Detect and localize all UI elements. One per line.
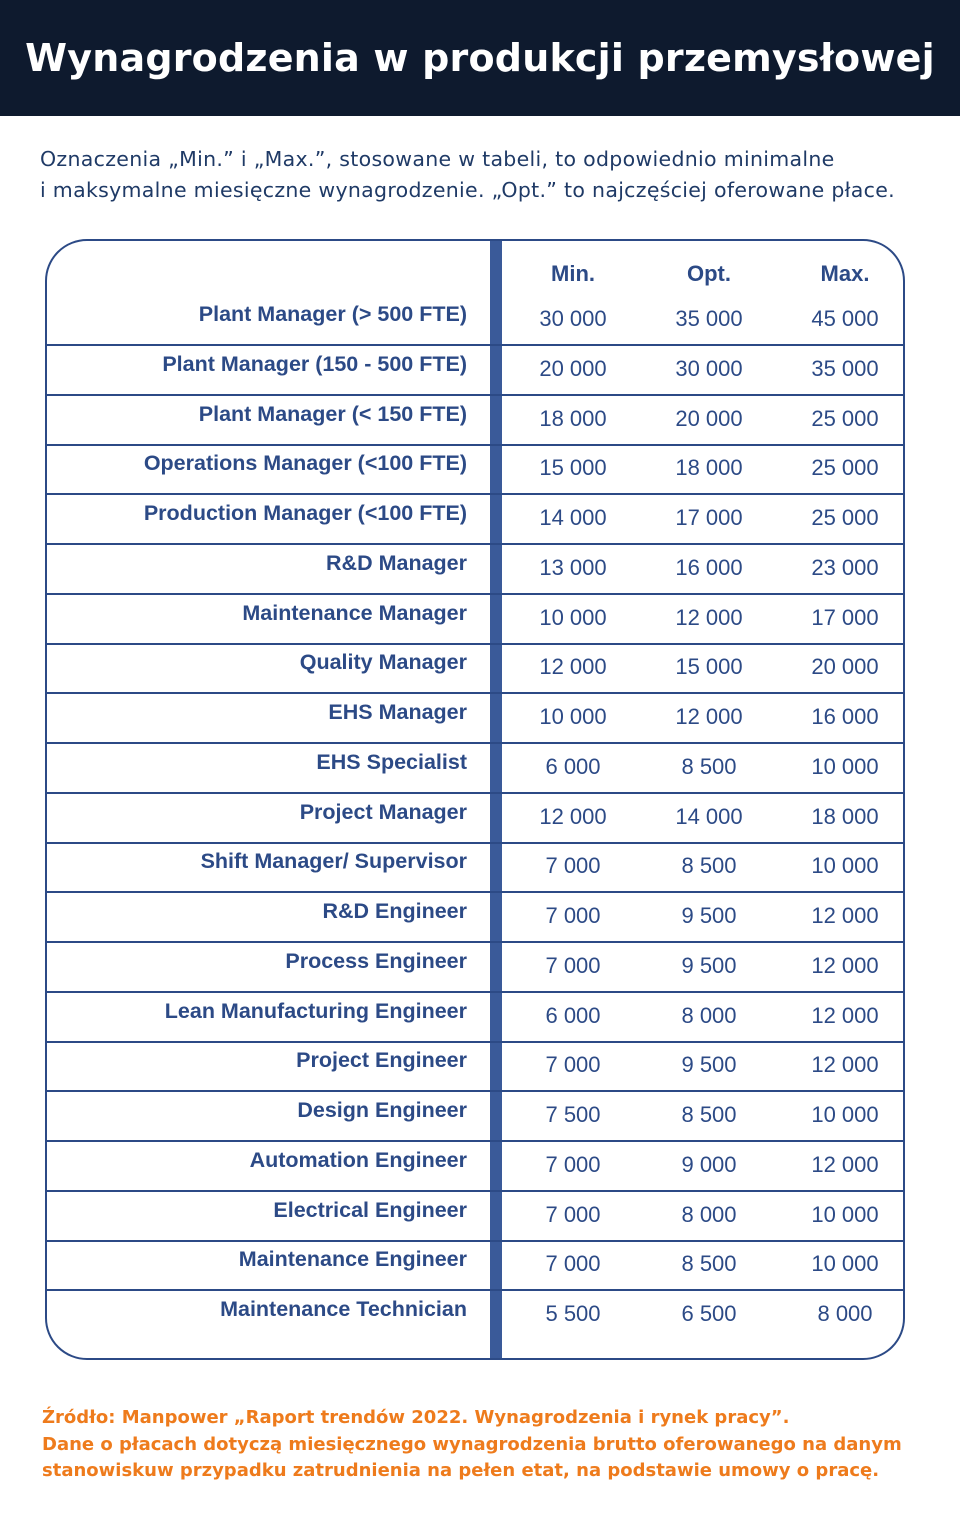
position-label: Plant Manager (> 500 FTE) [198, 302, 467, 326]
position-label: Plant Manager (150 - 500 FTE) [162, 351, 467, 376]
table-row [47, 396, 903, 446]
opt-salary: 12 000 [675, 604, 743, 630]
opt-salary: 6 500 [681, 1301, 737, 1326]
header-max: Max. [820, 261, 870, 286]
max-salary: 10 000 [811, 1102, 879, 1127]
min-salary: 7 000 [545, 903, 601, 928]
position-label: Design Engineer [297, 1098, 467, 1122]
position-label: Maintenance Technician [220, 1297, 467, 1321]
opt-salary: 8 500 [681, 853, 737, 879]
position-label: Production Manager (<100 FTE) [143, 501, 467, 525]
min-salary: 7 500 [545, 1102, 601, 1127]
intro-text [40, 144, 930, 206]
opt-salary: 18 000 [675, 455, 743, 481]
table-row [47, 843, 903, 893]
position-label: Maintenance Engineer [238, 1247, 467, 1272]
position-label: Project Engineer [296, 1048, 467, 1073]
position-label: EHS Specialist [316, 749, 467, 774]
max-salary: 12 000 [811, 1151, 879, 1177]
table-row [47, 644, 903, 694]
max-salary: 12 000 [811, 952, 879, 978]
max-salary: 8 000 [817, 1301, 873, 1326]
table-row [47, 346, 903, 396]
max-salary: 23 000 [811, 554, 879, 580]
opt-salary: 12 000 [675, 704, 743, 729]
salary-table [45, 239, 905, 1360]
max-salary: 20 000 [811, 654, 879, 680]
position-label: Maintenance Manager [242, 600, 467, 625]
table-row [47, 1042, 903, 1092]
position-label: EHS Manager [328, 700, 467, 724]
min-salary: 7 000 [545, 1151, 601, 1177]
intro-line-2: i maksymalne miesięczne wynagrodzenie. „Opt.” to najczęściej oferowane płace. [40, 178, 895, 202]
position-label: R&D Manager [326, 550, 467, 575]
position-label: Electrical Engineer [273, 1197, 467, 1222]
table-row [47, 1142, 903, 1192]
table-row [47, 545, 903, 595]
min-salary: 7 000 [545, 1052, 601, 1078]
min-salary: 10 000 [539, 604, 607, 630]
position-label: Automation Engineer [249, 1147, 467, 1172]
position-label: Quality Manager [299, 650, 467, 675]
min-salary: 10 000 [539, 704, 607, 729]
table-row [47, 1291, 903, 1341]
max-salary: 12 000 [811, 903, 879, 928]
position-label: Operations Manager (<100 FTE) [143, 451, 467, 476]
table-row [47, 744, 903, 794]
min-salary: 7 000 [545, 853, 601, 879]
table-row [47, 595, 903, 645]
data-note-line-2: stanowiskuw przypadku zatrudnienia na pełen etat, na podstawie umowy o pracę. [42, 1460, 880, 1481]
min-salary: 12 000 [539, 654, 607, 680]
position-label: R&D Engineer [322, 899, 467, 923]
min-salary: 30 000 [539, 306, 607, 331]
opt-salary: 8 500 [681, 1251, 737, 1277]
min-salary: 15 000 [539, 455, 607, 481]
opt-salary: 8 000 [681, 1201, 737, 1227]
max-salary: 17 000 [811, 604, 879, 630]
min-salary: 7 000 [545, 1251, 601, 1277]
data-note-line-1: Dane o płacach dotyczą miesięcznego wynagrodzenia brutto oferowanego na danym [42, 1433, 902, 1455]
max-salary: 25 000 [811, 405, 879, 431]
opt-salary: 8 500 [681, 1102, 737, 1127]
source-note: Źródło: Manpower „Raport trendów 2022. Wynagrodzenia i rynek pracy”. [42, 1407, 790, 1428]
opt-salary: 30 000 [675, 355, 743, 381]
table-row [47, 1192, 903, 1242]
min-salary: 7 000 [545, 952, 601, 978]
max-salary: 16 000 [811, 704, 879, 729]
opt-salary: 35 000 [675, 306, 743, 331]
max-salary: 25 000 [811, 455, 879, 481]
opt-salary: 8 000 [681, 1002, 737, 1028]
opt-salary: 9 500 [681, 903, 737, 928]
max-salary: 12 000 [811, 1052, 879, 1078]
table-row [47, 943, 903, 993]
min-salary: 7 000 [545, 1201, 601, 1227]
max-salary: 10 000 [811, 753, 879, 779]
table-row [47, 1092, 903, 1142]
table-row [47, 1241, 903, 1291]
table-row [47, 993, 903, 1043]
position-label: Project Manager [299, 799, 467, 824]
min-salary: 14 000 [539, 505, 607, 530]
min-salary: 6 000 [545, 1002, 601, 1028]
intro-line-1: Oznaczenia „Min.” i „Max.”, stosowane w tabeli, to odpowiednio minimalne [40, 147, 835, 171]
max-salary: 10 000 [811, 1251, 879, 1277]
table-row [47, 694, 903, 744]
footer-notes [42, 1405, 942, 1485]
min-salary: 13 000 [539, 554, 607, 580]
opt-salary: 9 500 [681, 1052, 737, 1078]
max-salary: 25 000 [811, 505, 879, 530]
opt-salary: 16 000 [675, 554, 743, 580]
opt-salary: 17 000 [675, 505, 743, 530]
min-salary: 18 000 [539, 405, 607, 431]
opt-salary: 8 500 [681, 753, 737, 779]
table-row [47, 495, 903, 545]
page-title: Wynagrodzenia w produkcji przemysłowej [25, 36, 935, 80]
table-row [47, 296, 903, 346]
min-salary: 20 000 [539, 355, 607, 381]
max-salary: 10 000 [811, 1201, 879, 1227]
max-salary: 45 000 [811, 306, 879, 331]
header-opt: Opt. [687, 261, 731, 286]
title-banner [0, 0, 960, 116]
min-salary: 6 000 [545, 753, 601, 779]
table-row [47, 893, 903, 943]
min-salary: 12 000 [539, 803, 607, 829]
min-salary: 5 500 [545, 1301, 601, 1326]
opt-salary: 9 000 [681, 1151, 737, 1177]
position-label: Plant Manager (< 150 FTE) [198, 401, 467, 426]
max-salary: 12 000 [811, 1002, 879, 1028]
opt-salary: 15 000 [675, 654, 743, 680]
position-label: Process Engineer [285, 948, 467, 973]
position-label: Shift Manager/ Supervisor [200, 849, 467, 874]
table-row [47, 445, 903, 495]
opt-salary: 14 000 [675, 803, 743, 829]
header-min: Min. [551, 261, 595, 286]
opt-salary: 20 000 [675, 405, 743, 431]
opt-salary: 9 500 [681, 952, 737, 978]
max-salary: 18 000 [811, 803, 879, 829]
position-label: Lean Manufacturing Engineer [164, 998, 467, 1023]
max-salary: 35 000 [811, 355, 879, 381]
table-row [47, 794, 903, 844]
max-salary: 10 000 [811, 853, 879, 879]
